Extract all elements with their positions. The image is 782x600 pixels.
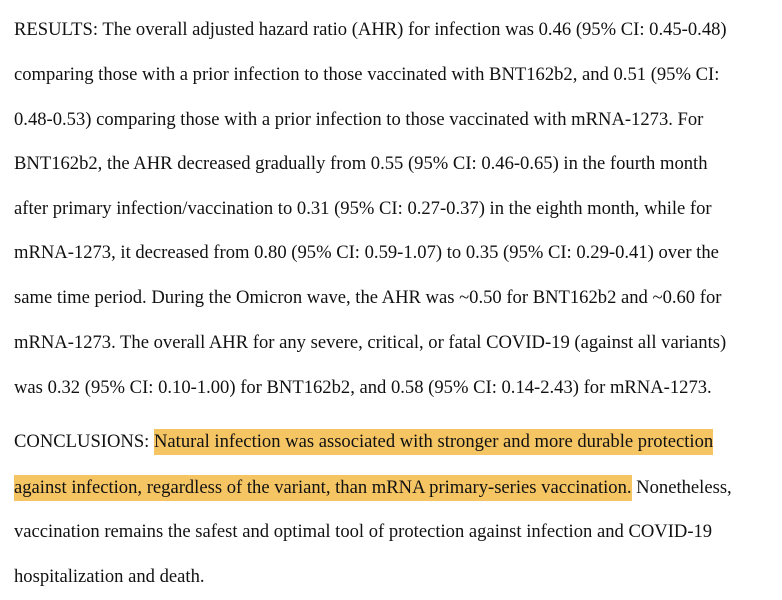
results-line-8: mRNA-1273. The overall AHR for any severe, critical, or fatal COVID-19 (against all variants)	[14, 332, 727, 353]
conclusions-label: CONCLUSIONS:	[14, 431, 154, 452]
results-line-5: after primary infection/vaccination to 0.31 (95% CI: 0.27-0.37) in the eighth month, while for	[14, 198, 712, 219]
results-line-7: same time period. During the Omicron wave, the AHR was ~0.50 for BNT162b2 and ~0.60 for	[14, 287, 722, 308]
conclusions-line-1	[14, 430, 713, 454]
highlighted-text: Natural infection was associated with stronger and more durable protection	[154, 429, 713, 455]
conclusions-line-4: hospitalization and death.	[14, 566, 205, 587]
conclusions-line-2	[14, 476, 732, 500]
results-line-4: BNT162b2, the AHR decreased gradually from 0.55 (95% CI: 0.46-0.65) in the fourth month	[14, 153, 708, 174]
results-line-2: comparing those with a prior infection to those vaccinated with BNT162b2, and 0.51 (95% CI:	[14, 64, 720, 85]
results-line-3: 0.48-0.53) comparing those with a prior infection to those vaccinated with mRNA-1273. For	[14, 109, 704, 130]
results-line-1: RESULTS: The overall adjusted hazard ratio (AHR) for infection was 0.46 (95% CI: 0.45-0.48)	[14, 19, 727, 40]
conclusions-text: Nonetheless,	[631, 477, 732, 498]
highlighted-text: against infection, regardless of the variant, than mRNA primary-series vaccination.	[14, 475, 632, 501]
conclusions-line-3: vaccination remains the safest and optimal tool of protection against infection and COVID-19	[14, 521, 713, 542]
results-line-9: was 0.32 (95% CI: 0.10-1.00) for BNT162b2, and 0.58 (95% CI: 0.14-2.43) for mRNA-1273.	[14, 377, 712, 398]
results-line-6: mRNA-1273, it decreased from 0.80 (95% CI: 0.59-1.07) to 0.35 (95% CI: 0.29-0.41) over the	[14, 242, 719, 263]
